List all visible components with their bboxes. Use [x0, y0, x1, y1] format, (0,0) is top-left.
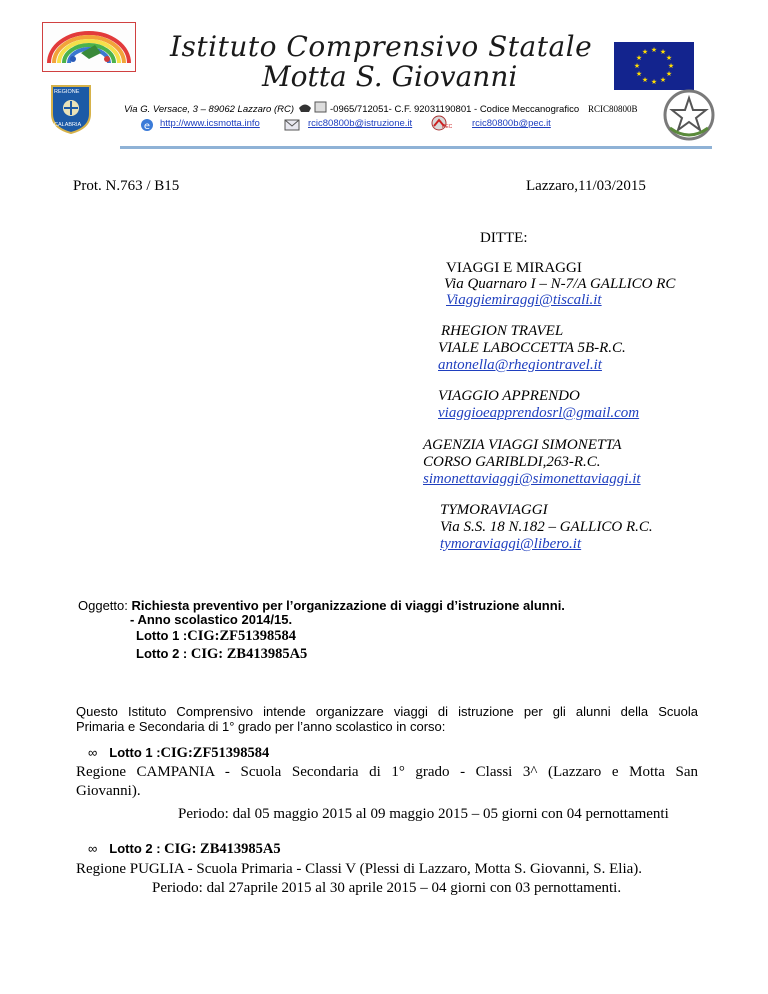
eu-flag-icon [614, 42, 694, 90]
intro-line-1: Questo Istituto Comprensivo intende organizzare viaggi di istruzione per gli alunni della Scuola [76, 704, 698, 719]
recipient-address: VIALE LABOCCETTA 5B-R.C. [438, 340, 626, 356]
subject-school-year: - Anno scolastico 2014/15. [130, 612, 293, 627]
recipient-name: RHEGION TRAVEL [441, 323, 564, 339]
lot1-heading: ∞ Lotto 1 :CIG:ZF51398584 [88, 745, 270, 761]
pec-icon [430, 114, 452, 139]
intro-line-2: Primaria e Secondaria di 1° grado per l’anno scolastico in corso: [76, 719, 446, 734]
svg-text:★: ★ [665, 70, 673, 78]
svg-text:★: ★ [635, 54, 643, 62]
svg-text:★: ★ [633, 62, 641, 70]
svg-text:★: ★ [659, 76, 667, 84]
bullet-icon: ∞ [88, 745, 98, 760]
subject-lot2: Lotto 2 : CIG: ZB413985A5 [136, 646, 308, 662]
mail-icon [284, 118, 300, 137]
lot1-period: Periodo: dal 05 maggio 2015 al 09 maggio 2015 – 05 giorni con 04 pernottamenti [178, 806, 669, 822]
svg-text:★: ★ [641, 48, 649, 56]
school-rainbow-logo [42, 22, 136, 72]
svg-text:★: ★ [659, 48, 667, 56]
italian-republic-emblem [662, 88, 716, 142]
recipient-name: VIAGGIO APPRENDO [438, 388, 580, 404]
subject-line [78, 598, 565, 613]
school-address: Via G. Versace, 3 – 89062 Lazzaro (RC) [124, 104, 295, 115]
lot2-heading: ∞ Lotto 2 : CIG: ZB413985A5 [88, 841, 281, 857]
lot1-description-line2: Giovanni). [76, 783, 141, 799]
recipient-email[interactable]: simonettaviaggi@simonettaviaggi.it [423, 471, 641, 487]
lot2-description: Regione PUGLIA - Scuola Primaria - Classi V (Plessi di Lazzaro, Motta S. Giovanni, S. Elia). [76, 861, 643, 877]
phone-icon [298, 100, 328, 119]
crest-label-top: REGIONE [54, 89, 80, 95]
subject-lot1: Lotto 1 :CIG:ZF51398584 [136, 628, 297, 644]
svg-text:★: ★ [667, 62, 675, 70]
recipient-email[interactable]: viaggioeapprendosrl@gmail.com [438, 405, 640, 421]
regione-calabria-crest [50, 84, 92, 134]
recipient-name: TYMORAVIAGGI [440, 502, 548, 518]
institute-subtitle: Motta S. Giovanni [262, 60, 518, 93]
recipient-email[interactable]: antonella@rhegiontravel.it [438, 357, 602, 373]
crest-label-bottom: CALABRIA [54, 122, 82, 128]
svg-text:★: ★ [650, 46, 658, 54]
email-link[interactable]: rcic80800b@istruzione.it [308, 118, 413, 129]
phone-and-tax-code: -0965/712051- C.F. 92031190801 - Codice Meccanografico [330, 104, 580, 115]
bullet-icon: ∞ [88, 841, 98, 856]
mecc-code: RCIC80800B [588, 104, 638, 114]
subject-label: Oggetto: [78, 598, 128, 613]
svg-text:★: ★ [665, 54, 673, 62]
svg-text:★: ★ [641, 76, 649, 84]
recipient-name: VIAGGI E MIRAGGI [446, 260, 582, 276]
svg-text:e: e [143, 121, 151, 132]
browser-icon [140, 118, 154, 137]
subject-text: Richiesta preventivo per l’organizzazione di viaggi d’istruzione alunni. [131, 598, 565, 613]
institute-title: Istituto Comprensivo Statale [170, 30, 593, 63]
recipient-address: Via S.S. 18 N.182 – GALLICO R.C. [440, 519, 653, 535]
lot1-description-line1: Regione CAMPANIA - Scuola Secondaria di 1° grado - Classi 3^ (Lazzaro e Motta San [76, 764, 698, 780]
svg-text:★: ★ [650, 78, 658, 86]
pec-icon-label: PEC [442, 124, 453, 130]
protocol-number: Prot. N.763 / B15 [73, 178, 180, 194]
header-divider [120, 146, 712, 149]
recipient-email[interactable]: tymoraviaggi@libero.it [440, 536, 582, 552]
place-date: Lazzaro,11/03/2015 [526, 178, 646, 194]
recipient-address: Via Quarnaro I – N-7/A GALLICO RC [444, 276, 676, 292]
recipient-name: AGENZIA VIAGGI SIMONETTA [423, 437, 622, 453]
recipients-label: DITTE: [480, 230, 528, 246]
svg-text:★: ★ [635, 70, 643, 78]
pec-link[interactable]: rcic80800b@pec.it [472, 118, 551, 129]
lot2-period: Periodo: dal 27aprile 2015 al 30 aprile 2015 – 04 giorni con 03 pernottamenti. [152, 880, 622, 896]
website-link[interactable]: http://www.icsmotta.info [160, 118, 260, 129]
recipient-address: CORSO GARIBLDI,263-R.C. [423, 454, 601, 470]
recipient-email[interactable]: Viaggiemiraggi@tiscali.it [446, 292, 602, 308]
